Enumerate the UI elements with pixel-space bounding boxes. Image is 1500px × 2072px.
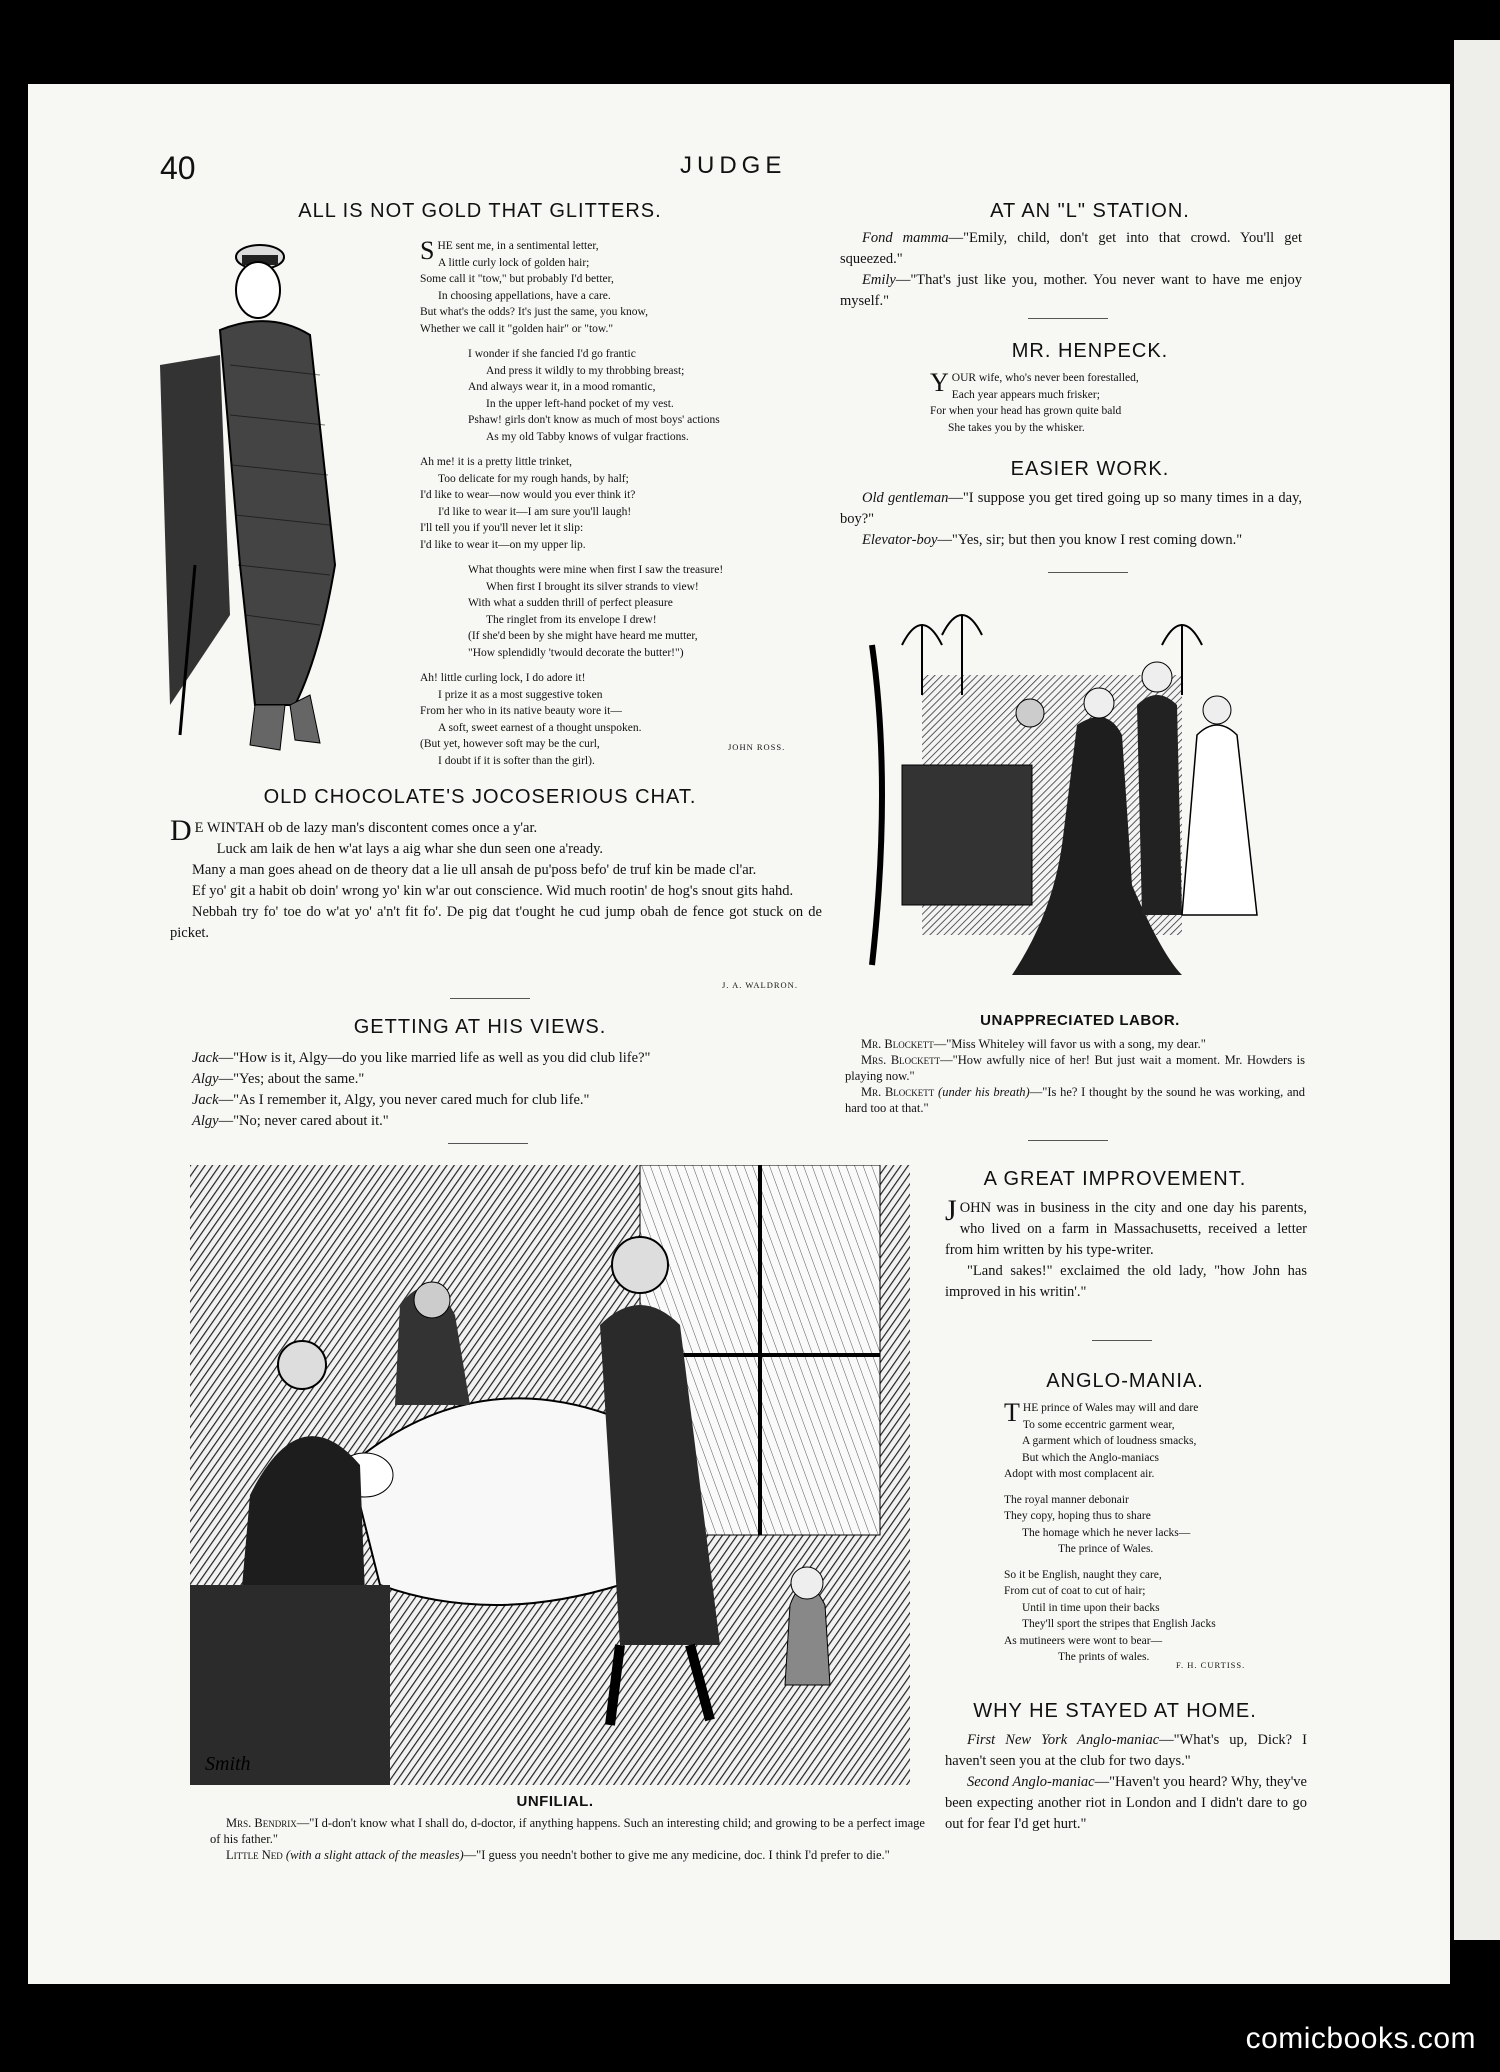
gold-line: I'd like to wear it—on my upper lip. <box>420 538 586 551</box>
station-body <box>840 228 1302 312</box>
anglomania-line: From cut of coat to cut of hair; <box>1004 1585 1146 1597</box>
views-heading: GETTING AT HIS VIEWS. <box>353 1016 607 1038</box>
speaker: Algy <box>192 1113 219 1129</box>
gold-line: From her who in its native beauty wore it— <box>420 705 622 717</box>
dialogue: —"I suppose you get tired going up so many times in a day, boy?" <box>840 490 1302 527</box>
dialogue: —"I guess you needn't bother to give me any medicine, doc. I think I'd prefer to die." <box>463 1848 890 1862</box>
gold-line: The ringlet from its envelope I drew! <box>486 613 657 626</box>
anglomania-poem: THE prince of Wales may will and dare To some eccentric garment wear, A garment which of loudness smacks, But which the Anglo-maniacs Adopt with most complacent air. The royal manner debonair They copy, hoping thus to share The homage which he never lacks— The prince of Wales. So it be English, naught they care, From cut of coat to cut of hair; Until in time upon their backs They'll sport the stripes that English Jacks As mutineers were wont to bear— The prints of wales. <box>1004 1400 1304 1675</box>
dialogue: —"As I remember it, Algy, you never cared much for club life." <box>218 1092 590 1108</box>
anglomania-line: HE prince of Wales may will and dare <box>1022 1402 1199 1414</box>
gold-line: Too delicate for my rough hands, by half; <box>438 472 629 485</box>
speaker: Little Ned <box>226 1848 283 1862</box>
gold-line: In choosing appellations, have a care. <box>438 289 611 302</box>
gold-heading: ALL IS NOT GOLD THAT GLITTERS. <box>298 200 662 222</box>
gold-line: I doubt if it is softer than the girl). <box>438 754 595 767</box>
views-body <box>170 1048 822 1132</box>
parlor-illustration <box>862 585 1282 995</box>
gold-line: With what a sudden thrill of perfect pleasure <box>468 597 673 609</box>
anglomania-line: As mutineers were wont to bear— <box>1004 1634 1163 1647</box>
henpeck-line: Each year appears much frisker; <box>951 388 1100 401</box>
speaker: Second Anglo-maniac <box>967 1774 1095 1790</box>
gold-line: I'd like to wear—now would you ever think it? <box>420 489 636 501</box>
anglomania-line: The prints of wales. <box>1058 1651 1150 1663</box>
gold-signature: JOHN ROSS. <box>728 742 786 752</box>
gentleman-illustration <box>160 235 420 760</box>
chat-heading: OLD CHOCOLATE'S JOCOSERIOUS CHAT. <box>263 786 697 808</box>
henpeck-heading: MR. HENPECK. <box>1011 340 1169 362</box>
gold-line: I wonder if she fancied I'd go frantic <box>468 348 636 360</box>
gold-line: HE sent me, in a sentimental letter, <box>437 240 599 252</box>
dialogue: —"Yes; about the same." <box>218 1071 365 1087</box>
speaker: Jack <box>192 1050 219 1066</box>
henpeck-line: She takes you by the whisker. <box>948 421 1085 434</box>
gold-line: Pshaw! girls don't know as much of most boys' actions <box>468 414 720 426</box>
divider <box>1092 1340 1152 1341</box>
divider <box>1028 1140 1108 1141</box>
anglomania-line: But which the Anglo-maniacs <box>1022 1451 1160 1464</box>
speaker: Algy <box>192 1071 219 1087</box>
gold-line: I'd like to wear it—I am sure you'll laugh! <box>438 505 632 518</box>
chat-paragraph: Nebbah try fo' toe do w'at yo' a'n't fit fo'. De pig dat t'ought he cud jump obah de fence got stuck on de picket. <box>170 904 822 941</box>
artist-signature: Smith <box>205 1753 251 1775</box>
chat-body: D E WINTAH ob de lazy man's discontent comes once a y'ar. Luck am laik de hen w'at lays a aig whar she dun seen one a'ready. Many a man goes ahead on de theory dat a lie ull ansah de pu'poss befo' de truf kin be made cl'ar. Ef yo' git a habit ob doin' wrong yo' kin w'ar out conscience. Wid much rootin' de hog's snout gits hahd. Nebbah try fo' toe do w'at yo' a'n't fit fo'. De pig dat t'ought he cud jump obah de fence got stuck on de picket. <box>170 818 822 944</box>
anglomania-line: They copy, hoping thus to share <box>1004 1510 1151 1522</box>
station-heading: AT AN "L" STATION. <box>990 200 1190 222</box>
chat-signature: J. A. WALDRON. <box>722 980 798 990</box>
speaker: Jack <box>192 1092 219 1108</box>
henpeck-line: OUR wife, who's never been forestalled, <box>951 372 1139 384</box>
speaker: Mrs. Bendrix <box>226 1816 297 1830</box>
gold-poem: SHE sent me, in a sentimental letter, A little curly lock of golden hair; Some call it "tow," but probably I'd better, In choosing appellations, have a care. But what's the odds? It's just the same, you know, Whether we call it "golden hair" or "tow." I wonder if she fancied I'd go frantic And press it wildly to my throbbing breast; And always wear it, in a mood romantic, In the upper left-hand pocket of my vest. Pshaw! girls don't know as much of most boys' actions As my old Tabby knows of vulgar fractions. Ah me! it is a pretty little trinket, Too delicate for my rough hands, by half; I'd like to wear—now would you ever think it? I'd like to wear it—I am sure you'll laugh! I'll tell you if you'll never let it slip: I'd like to wear it—on my upper lip. What thoughts were mine when first I saw the treasure! When first I brought its silver strands to view! With what a sudden thrill of perfect pleasure The ringlet from its envelope I drew! (If she'd been by she might have heard me mutter, "How splendidly 'twould decorate the butter!") Ah! little curling lock, I do adore it! I prize it as a most suggestive token From her who in its native beauty wore it— A soft, sweet earnest of a thought unspoken. (But yet, however soft may be the curl, I doubt if it is softer than the girl). <box>420 238 820 778</box>
dialogue: —"I d-don't know what I shall do, d-doctor, if anything happens. Such an interesting child; and growing to be a perfect image of his father." <box>210 1816 925 1846</box>
gold-line: As my old Tabby knows of vulgar fractions. <box>486 430 689 443</box>
gold-line: And always wear it, in a mood romantic, <box>468 381 656 393</box>
speaker: Old gentleman <box>862 490 949 506</box>
anglomania-line: Until in time upon their backs <box>1022 1601 1160 1614</box>
anglomania-line: They'll sport the stripes that English Jacks <box>1022 1618 1216 1630</box>
unfilial-caption <box>210 1815 930 1863</box>
improvement-body: JOHN was in business in the city and one day his parents, who lived on a farm in Massachusetts, received a letter from him written by his type-writer. "Land sakes!" exclaimed the old lady, "how John has improved in his writin'." <box>945 1198 1307 1303</box>
anglomania-line: So it be English, naught they care, <box>1004 1568 1162 1581</box>
labor-caption <box>845 1036 1305 1116</box>
improvement-heading: A GREAT IMPROVEMENT. <box>983 1168 1247 1190</box>
speaker: First New York Anglo-maniac <box>967 1732 1160 1748</box>
sickroom-illustration <box>190 1165 910 1785</box>
speaker: Elevator-boy <box>862 532 938 548</box>
anglomania-line: A garment which of loudness smacks, <box>1022 1435 1197 1447</box>
dialogue: —"How awfully nice of her! But just wait a moment. Mr. Howders is playing now." <box>845 1053 1305 1083</box>
home-heading: WHY HE STAYED AT HOME. <box>973 1700 1257 1722</box>
easier-body <box>840 488 1302 551</box>
chat-paragraph: Ef yo' git a habit ob doin' wrong yo' kin w'ar out conscience. Wid much rootin' de hog's snout gits hahd. <box>192 883 794 899</box>
dialogue: —"Yes, sir; but then you know I rest coming down." <box>937 532 1243 548</box>
anglomania-signature: F. H. CURTISS. <box>1176 1660 1246 1670</box>
stage-direction: (under his breath) <box>938 1085 1030 1099</box>
henpeck-poem: YOUR wife, who's never been forestalled, Each year appears much frisker; For when your head has grown quite bald She takes you by the whisker. <box>930 370 1260 436</box>
dialogue: —"Miss Whiteley will favor us with a song, my dear." <box>933 1037 1206 1051</box>
gold-line: And press it wildly to my throbbing breast; <box>486 364 685 377</box>
stage-direction: (with a slight attack of the measles) <box>285 1848 464 1862</box>
home-body <box>945 1730 1307 1835</box>
dialogue: —"Is he? I thought by the sound he was working, and hard too at that." <box>845 1085 1306 1115</box>
watermark: comicbooks.com <box>1245 2022 1476 2055</box>
divider <box>448 1143 528 1144</box>
anglomania-line: To some eccentric garment wear, <box>1022 1418 1175 1431</box>
anglomania-line: The prince of Wales. <box>1058 1543 1154 1555</box>
divider <box>1028 318 1108 319</box>
facing-page-edge <box>1454 40 1500 1940</box>
speaker: Mr. Blockett <box>861 1085 935 1099</box>
gold-line: What thoughts were mine when first I saw the treasure! <box>468 564 724 576</box>
unfilial-title: UNFILIAL. <box>516 1793 594 1810</box>
anglomania-heading: ANGLO-MANIA. <box>1046 1370 1204 1392</box>
gold-line: Ah! little curling lock, I do adore it! <box>420 672 586 684</box>
gold-line: I'll tell you if you'll never let it slip: <box>420 522 584 534</box>
gold-line: Some call it "tow," but probably I'd better, <box>420 273 614 285</box>
dialogue: —"That's just like you, mother. You never want to have me enjoy myself." <box>840 272 1302 309</box>
improvement-paragraph: "Land sakes!" exclaimed the old lady, "how John has improved in his writin'." <box>945 1263 1307 1300</box>
gold-line: I prize it as a most suggestive token <box>438 688 603 701</box>
chat-paragraph: Luck am laik de hen w'at lays a aig whar she dun seen one a'ready. <box>216 841 604 857</box>
gold-line: A soft, sweet earnest of a thought unspoken. <box>438 721 642 734</box>
labor-title: UNAPPRECIATED LABOR. <box>980 1012 1180 1029</box>
gold-line: (But yet, however soft may be the curl, <box>420 738 600 750</box>
masthead: JUDGE <box>680 152 787 179</box>
gold-line: Ah me! it is a pretty little trinket, <box>420 456 573 468</box>
chat-paragraph: E WINTAH ob de lazy man's discontent comes once a y'ar. <box>194 820 538 836</box>
speaker: Mr. Blockett <box>861 1037 934 1051</box>
chat-paragraph: Many a man goes ahead on de theory dat a lie ull ansah de pu'poss befo' de truf kin be made cl'ar. <box>192 862 757 878</box>
improvement-paragraph: OHN was in business in the city and one day his parents, who lived on a farm in Massachusetts, received a letter from him written by his type-writer. <box>945 1200 1307 1258</box>
gold-line: A little curly lock of golden hair; <box>438 256 590 269</box>
anglomania-line: The homage which he never lacks— <box>1022 1526 1191 1539</box>
dialogue: —"No; never cared about it." <box>218 1113 389 1129</box>
anglomania-line: Adopt with most complacent air. <box>1004 1468 1155 1480</box>
gold-line: When first I brought its silver strands to view! <box>486 580 699 593</box>
gold-line: "How splendidly 'twould decorate the butter!") <box>468 646 684 659</box>
henpeck-line: For when your head has grown quite bald <box>930 405 1122 417</box>
divider <box>450 998 530 999</box>
dialogue: —"How is it, Algy—do you like married life as well as you did club life?" <box>218 1050 651 1066</box>
gold-line: (If she'd been by she might have heard me mutter, <box>468 630 698 642</box>
speaker: Mrs. Blockett <box>861 1053 941 1067</box>
gold-line: But what's the odds? It's just the same, you know, <box>420 306 648 318</box>
divider <box>1048 572 1128 573</box>
page-number: 40 <box>160 150 196 186</box>
dialogue: —"Haven't you heard? Why, they've been expecting another riot in London and I didn't dare to go out for fear I'd get hurt." <box>945 1774 1307 1832</box>
gold-line: Whether we call it "golden hair" or "tow." <box>420 322 614 335</box>
speaker: Fond mamma <box>862 230 949 246</box>
speaker: Emily <box>862 272 896 288</box>
gold-line: In the upper left-hand pocket of my vest. <box>486 397 674 410</box>
anglomania-line: The royal manner debonair <box>1004 1493 1129 1506</box>
dialogue: —"Emily, child, don't get into that crowd. You'll get squeezed." <box>840 230 1303 267</box>
easier-heading: EASIER WORK. <box>1010 458 1170 480</box>
dialogue: —"What's up, Dick? I haven't seen you at the club for two days." <box>945 1732 1307 1769</box>
